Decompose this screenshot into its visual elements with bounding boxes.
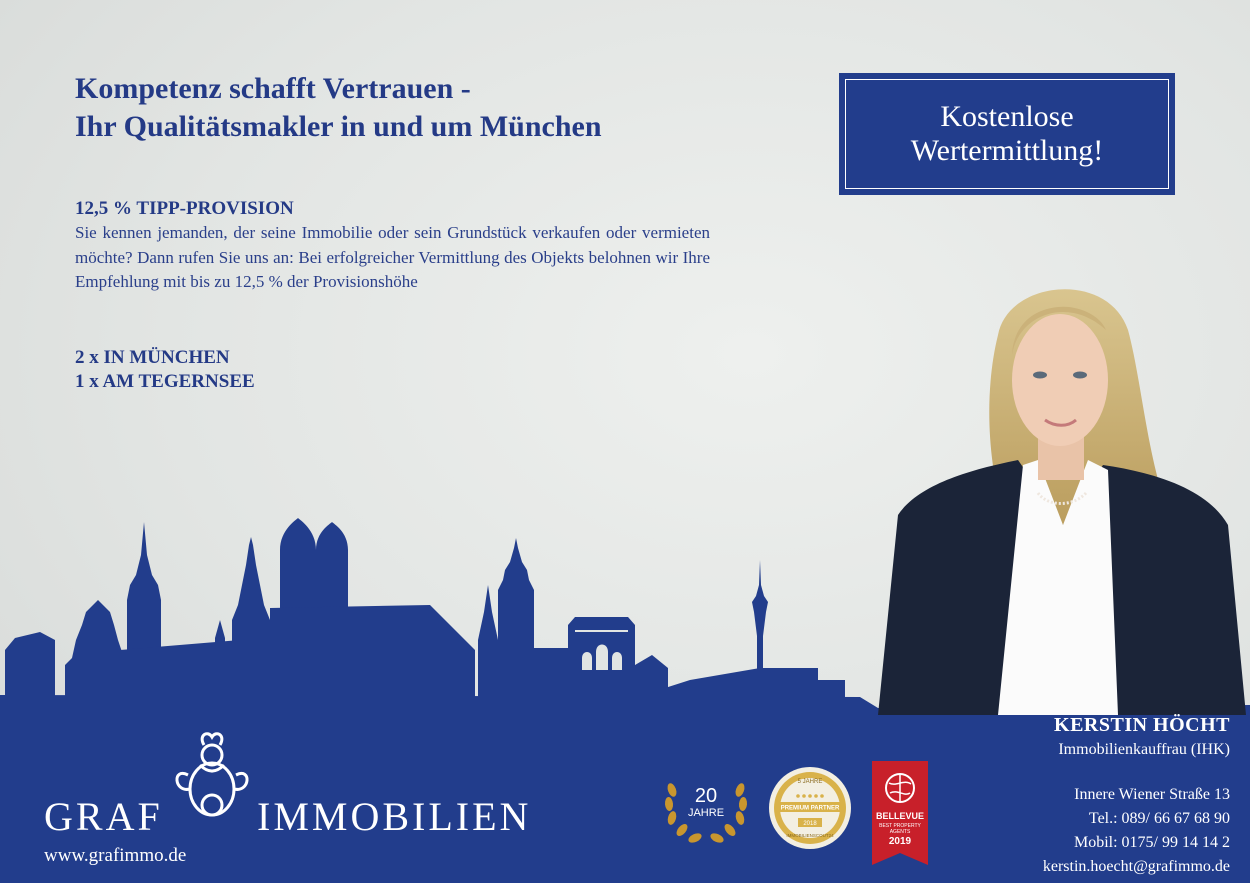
contact-email[interactable]: kerstin.hoecht@grafimmo.de (1042, 858, 1230, 875)
location-muenchen: 2 x IN MÜNCHEN (75, 347, 230, 368)
premium-partner-badge (768, 766, 852, 850)
premium-bottom: IMMOBILIENSCOUT24 (786, 833, 834, 838)
headline-line-1: Kompetenz schafft Vertrauen - (75, 72, 471, 105)
premium-year: 2018 (803, 821, 817, 827)
agent-name: KERSTIN HÖCHT (1054, 714, 1230, 736)
premium-middle: PREMIUM PARTNER (780, 805, 840, 812)
twenty-years-badge (662, 770, 750, 846)
logo-graf: GRAF (44, 794, 163, 839)
cta-line-2: Wertermittlung! (910, 134, 1104, 167)
tipp-title: 12,5 % TIPP-PROVISION (75, 198, 294, 219)
bellevue-line-2: BEST PROPERTY (879, 823, 921, 829)
bellevue-year: 2019 (888, 836, 912, 847)
agent-portrait (878, 275, 1248, 715)
cta-line-1: Kostenlose (940, 100, 1074, 133)
years-word: JAHRE (687, 807, 725, 819)
website-link[interactable]: www.grafimmo.de (44, 845, 187, 866)
location-tegernsee: 1 x AM TEGERNSEE (75, 371, 255, 392)
bellevue-line-3: AGENTS (889, 829, 911, 835)
contact-details (1043, 783, 1230, 879)
agent-title: Immobilienkauffrau (IHK) (1058, 741, 1230, 758)
years-number: 20 (694, 785, 718, 807)
contact-phone[interactable]: Tel.: 089/ 66 67 68 90 (1088, 810, 1230, 827)
bellevue-badge (872, 761, 928, 865)
contact-mobile[interactable]: Mobil: 0175/ 99 14 14 2 (1073, 834, 1230, 851)
contact-street: Innere Wiener Straße 13 (1074, 786, 1230, 803)
logo-immobilien: IMMOBILIEN (257, 794, 532, 839)
premium-top: 5 JAHRE (797, 779, 823, 785)
headline-line-2: Ihr Qualitätsmakler in und um München (75, 110, 602, 143)
tipp-text: Sie kennen jemanden, der seine Immobilie oder sein Grundstück verkaufen oder vermieten möchte? Dann rufen Sie uns an: Bei erfolgreicher Vermittlung des Objekts belohnen wir Ihre Empfehlung mit bis zu 12,5 % der Provisionshöhe (75, 223, 710, 291)
bellevue-line-1: BELLEVUE (875, 811, 925, 821)
